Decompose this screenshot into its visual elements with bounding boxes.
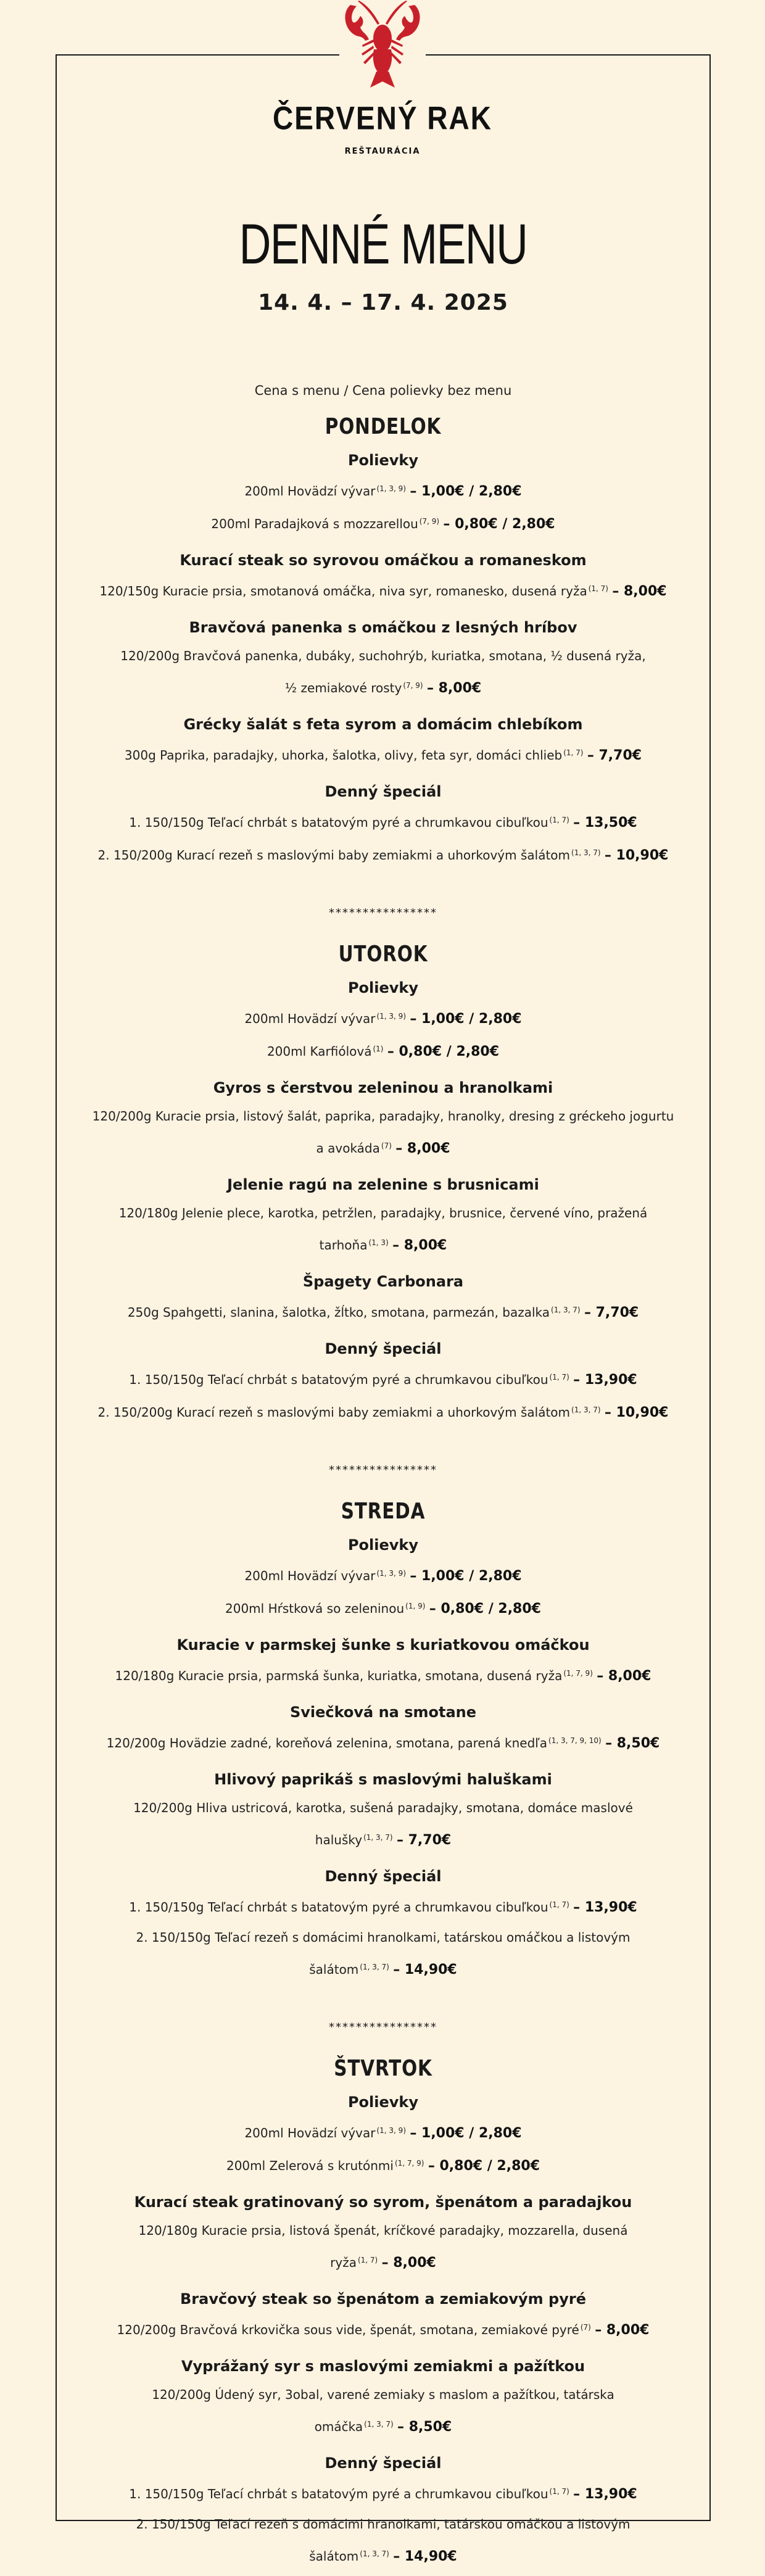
menu-item-price: – 10,90€ [604, 848, 669, 863]
section-heading: Denný špeciál [325, 1340, 442, 1357]
allergens: (1, 3, 7) [364, 2420, 394, 2429]
menu-item-price: – 8,50€ [397, 2419, 452, 2435]
allergens: (1, 3) [368, 1238, 389, 1247]
allergens: (1) [373, 1045, 384, 1053]
menu-item-line [57, 1659, 709, 1691]
menu-item-price: – 8,50€ [605, 1736, 660, 1751]
menu-item-text: 200ml Hovädzí vývar [244, 2126, 376, 2140]
menu-item-price: – 14,90€ [393, 2549, 457, 2564]
allergens: (1, 3, 9) [376, 484, 406, 493]
menu-item-price: – 8,00€ [612, 584, 667, 599]
allergens: (1, 9) [405, 1602, 426, 1610]
menu-item-line [57, 1101, 709, 1131]
section-heading: Hlivový paprikáš s maslovými haluškami [214, 1771, 552, 1788]
separator: **************** [329, 2021, 437, 2034]
section-heading: Denný špeciál [325, 2454, 442, 2472]
menu-item-text: 1. 150/150g Teľací chrbát s batatovým pyré a chrumkavou cibuľkou [129, 1900, 548, 1915]
date-range: 14. 4. – 17. 4. 2025 [258, 290, 508, 315]
section-heading: Gyros s čerstvou zeleninou a hranolkami [213, 1079, 553, 1096]
crayfish-icon [339, 0, 426, 91]
allergens: (1, 7) [549, 2487, 569, 2496]
menu-item-text: 250g Spahgetti, slanina, šalotka, žĺtko, smotana, parmezán, bazalka [127, 1305, 550, 1320]
section-heading: Polievky [347, 452, 419, 469]
menu-item-price: – 13,90€ [573, 2487, 637, 2502]
menu-item-price: – 0,80€ / 2,80€ [429, 1601, 541, 1617]
menu-item-price: – 7,70€ [584, 1305, 639, 1320]
menu-item-price: – 0,80€ / 2,80€ [428, 2158, 540, 2174]
menu-item-line [57, 1001, 709, 1034]
menu-item-text: 2. 150/150g Teľací rezeň s domácimi hranolkami, tatárskou omáčkou a listovým [136, 1930, 631, 1945]
menu-item-line [57, 1823, 709, 1855]
menu-item-line [57, 2509, 709, 2539]
menu-item-line [57, 574, 709, 607]
menu-item-text: 1. 150/150g Teľací chrbát s batatovým pyré a chrumkavou cibuľkou [129, 815, 548, 830]
section-heading: Polievky [347, 2094, 419, 2111]
allergens: (1, 3, 7) [360, 2549, 389, 2558]
brand-name: ČERVENÝ RAK [273, 99, 492, 136]
menu-item-price: – 7,70€ [396, 1833, 452, 1848]
menu-item-price: – 1,00€ / 2,80€ [410, 2126, 522, 2141]
menu-item-line [57, 1395, 709, 1428]
menu-item-text: 120/200g Bravčová krkovička sous vide, špenát, smotana, zemiakové pyré [117, 2322, 579, 2337]
menu-item-line [57, 1923, 709, 1952]
menu-item-price: – 1,00€ / 2,80€ [410, 484, 522, 499]
menu-item-line [57, 507, 709, 539]
allergens: (1, 7) [588, 584, 608, 593]
menu-item-line [57, 2380, 709, 2409]
menu-item-line [57, 2148, 709, 2181]
menu-item-text: 1. 150/150g Teľací chrbát s batatovým pyré a chrumkavou cibuľkou [129, 2487, 548, 2501]
menu-item-text: 120/200g Bravčová panenka, dubáky, suchohrýb, kuriatka, smotana, ½ dusená ryža, [120, 648, 646, 663]
menu-item-line [57, 738, 709, 771]
section-heading: Denný špeciál [325, 783, 442, 800]
price-note: Cena s menu / Cena polievky bez menu [254, 383, 512, 398]
section-heading: Bravčová panenka s omáčkou z lesných hríbov [189, 619, 577, 636]
menu-item-text: halušky [315, 1833, 363, 1847]
section-heading: Bravčový steak so špenátom a zemiakovým pyré [180, 2290, 586, 2308]
menu-item-line [57, 671, 709, 703]
menu-item-text: 2. 150/200g Kurací rezeň s maslovými baby zemiakmi a uhorkovým šalátom [97, 848, 571, 863]
menu-item-line [57, 1952, 709, 1985]
menu-item-text: 200ml Hovädzí vývar [244, 484, 376, 499]
menu-item-price: – 1,00€ / 2,80€ [410, 1011, 522, 1027]
day-heading: STREDA [341, 1499, 426, 1524]
allergens: (1, 3, 9) [376, 1569, 406, 1578]
menu-item-line [57, 1034, 709, 1067]
menu-item-line [57, 838, 709, 871]
menu-item-text: ryža [330, 2255, 357, 2270]
day-heading: ŠTVRTOK [334, 2056, 432, 2081]
menu-item-line [57, 1295, 709, 1328]
allergens: (1, 3, 9) [376, 2126, 406, 2135]
day-block [57, 1499, 709, 1985]
allergens: (1, 7, 9) [394, 2159, 424, 2168]
allergens: (7) [381, 1141, 392, 1150]
menu-item-line [57, 1559, 709, 1591]
menu-item-text: 2. 150/150g Teľací rezeň s domácimi hranolkami, tatárskou omáčkou a listovým [136, 2517, 631, 2532]
menu-item-line [57, 1198, 709, 1228]
menu-item-text: 200ml Karfiólová [267, 1044, 372, 1059]
section-heading: Sviečková na smotane [289, 1704, 477, 1721]
section-heading: Kurací steak so syrovou omáčkou a romaneskom [180, 552, 587, 569]
menu-item-line [57, 1362, 709, 1395]
section-heading: Grécky šalát s feta syrom a domácim chlebíkom [183, 716, 583, 733]
section-heading: Denný špeciál [325, 1868, 442, 1885]
menu-item-text: 120/200g Údený syr, 3obal, varené zemiaky s maslom a pažítkou, tatárska [152, 2387, 614, 2402]
allergens: (1, 3, 7) [571, 848, 601, 857]
menu-item-price: – 8,00€ [392, 1238, 447, 1253]
brand-subtitle: REŠTAURÁCIA [344, 147, 421, 156]
menu-content [57, 213, 709, 2572]
day-block [57, 942, 709, 1428]
allergens: (1, 3, 7) [363, 1833, 393, 1842]
menu-item-line [57, 1591, 709, 1624]
allergens: (7, 9) [403, 681, 423, 690]
menu-item-text: ½ zemiakové rosty [284, 681, 402, 695]
day-heading: PONDELOK [325, 414, 442, 439]
menu-item-line [57, 2216, 709, 2245]
days-container [57, 414, 709, 2572]
day-block [57, 414, 709, 871]
allergens: (1, 7, 9) [563, 1669, 593, 1678]
allergens: (1, 7) [549, 1373, 569, 1381]
menu-item-text: 1. 150/150g Teľací chrbát s batatovým pyré a chrumkavou cibuľkou [129, 1372, 548, 1387]
menu-item-price: – 8,00€ [426, 681, 482, 696]
menu-item-price: – 0,80€ / 2,80€ [443, 516, 555, 532]
menu-item-text: tarhoňa [319, 1238, 368, 1253]
day-heading: UTOROK [338, 942, 428, 967]
allergens: (1, 7) [549, 1900, 569, 1909]
menu-item-line [57, 2477, 709, 2509]
menu-item-text: a avokáda [316, 1141, 380, 1156]
menu-item-text: šalátom [309, 1962, 359, 1977]
separator: **************** [329, 906, 437, 919]
allergens: (1, 7) [549, 816, 569, 824]
allergens: (1, 7) [357, 2256, 378, 2264]
separator: **************** [329, 1464, 437, 1476]
menu-item-price: – 8,00€ [597, 1668, 651, 1684]
menu-item-text: 2. 150/200g Kurací rezeň s maslovými baby zemiakmi a uhorkovým šalátom [97, 1405, 571, 1420]
section-heading: Špagety Carbonara [302, 1273, 464, 1290]
allergens: (1, 3, 9) [376, 1012, 406, 1021]
menu-item-line [57, 2539, 709, 2572]
section-heading: Jelenie ragú na zelenine s brusnicami [227, 1176, 539, 1193]
menu-item-text: 200ml Hovädzí vývar [244, 1568, 376, 1583]
menu-item-price: – 1,00€ / 2,80€ [410, 1568, 522, 1584]
menu-item-line [57, 1793, 709, 1823]
menu-item-text: 120/200g Kuracie prsia, listový šalát, paprika, paradajky, hranolky, dresing z gréckeho jogurtu [92, 1109, 674, 1124]
menu-item-line [57, 2245, 709, 2278]
page-title: DENNÉ MENU [239, 213, 527, 276]
menu-item-price: – 14,90€ [393, 1962, 457, 1978]
menu-item-text: 200ml Hovädzí vývar [244, 1011, 376, 1026]
menu-item-text: 120/200g Hliva ustricová, karotka, sušená paradajky, smotana, domáce maslové [133, 1800, 633, 1815]
menu-item-price: – 8,00€ [395, 1141, 450, 1156]
day-block [57, 2056, 709, 2572]
menu-item-price: – 8,00€ [595, 2322, 650, 2338]
allergens: (1, 7) [563, 748, 584, 757]
section-heading: Polievky [347, 979, 419, 996]
allergens: (1, 3, 7) [571, 1406, 601, 1414]
section-heading: Kuracie v parmskej šunke s kuriatkovou omáčkou [176, 1636, 590, 1654]
menu-item-text: omáčka [314, 2419, 363, 2434]
menu-item-price: – 13,50€ [573, 815, 637, 830]
allergens: (1, 3, 7, 9, 10) [548, 1736, 602, 1745]
menu-item-price: – 0,80€ / 2,80€ [387, 1044, 500, 1059]
allergens: (1, 3, 7) [360, 1963, 389, 1971]
menu-item-text: 200ml Hŕstková so zeleninou [225, 1601, 405, 1616]
menu-item-line [57, 2313, 709, 2345]
logo [339, 0, 426, 91]
menu-item-price: – 7,70€ [587, 748, 642, 763]
menu-item-price: – 13,90€ [573, 1900, 637, 1915]
menu-item-line [57, 805, 709, 838]
section-heading: Vyprážaný syr s maslovými zemiakmi a pažítkou [181, 2358, 585, 2375]
menu-item-line [57, 641, 709, 671]
section-heading: Polievky [347, 1536, 419, 1554]
menu-item-price: – 10,90€ [604, 1405, 669, 1420]
menu-item-line [57, 1726, 709, 1758]
allergens: (1, 3, 7) [551, 1306, 581, 1314]
menu-item-line [57, 474, 709, 507]
menu-item-line [57, 2409, 709, 2442]
menu-item-price: – 13,90€ [573, 1372, 637, 1388]
menu-item-text: 120/200g Hovädzie zadné, koreňová zelenina, smotana, parená knedľa [106, 1736, 548, 1750]
menu-item-text: 120/180g Kuracie prsia, listová špenát, kríčkové paradajky, mozzarella, dusená [138, 2223, 628, 2238]
menu-item-line [57, 1890, 709, 1923]
menu-item-line [57, 1228, 709, 1261]
menu-item-text: 200ml Paradajková s mozzarellou [211, 516, 418, 531]
menu-item-text: 300g Paprika, paradajky, uhorka, šalotka, olivy, feta syr, domáci chlieb [124, 748, 563, 763]
section-heading: Kurací steak gratinovaný so syrom, špenátom a paradajkou [134, 2193, 632, 2211]
menu-item-text: 120/180g Jelenie plece, karotka, petržlen, paradajky, brusnice, červené víno, pražená [118, 1206, 648, 1220]
menu-item-price: – 8,00€ [381, 2255, 436, 2271]
menu-item-text: 120/180g Kuracie prsia, parmská šunka, kuriatka, smotana, dusená ryža [115, 1668, 563, 1683]
menu-item-text: 120/150g Kuracie prsia, smotanová omáčka, niva syr, romanesko, dusená ryža [99, 584, 587, 598]
allergens: (7, 9) [419, 517, 440, 526]
menu-item-text: 200ml Zelerová s krutónmi [226, 2158, 394, 2173]
allergens: (7) [580, 2323, 591, 2332]
menu-item-line [57, 1131, 709, 1164]
menu-item-line [57, 2116, 709, 2148]
menu-item-text: šalátom [309, 2549, 359, 2564]
